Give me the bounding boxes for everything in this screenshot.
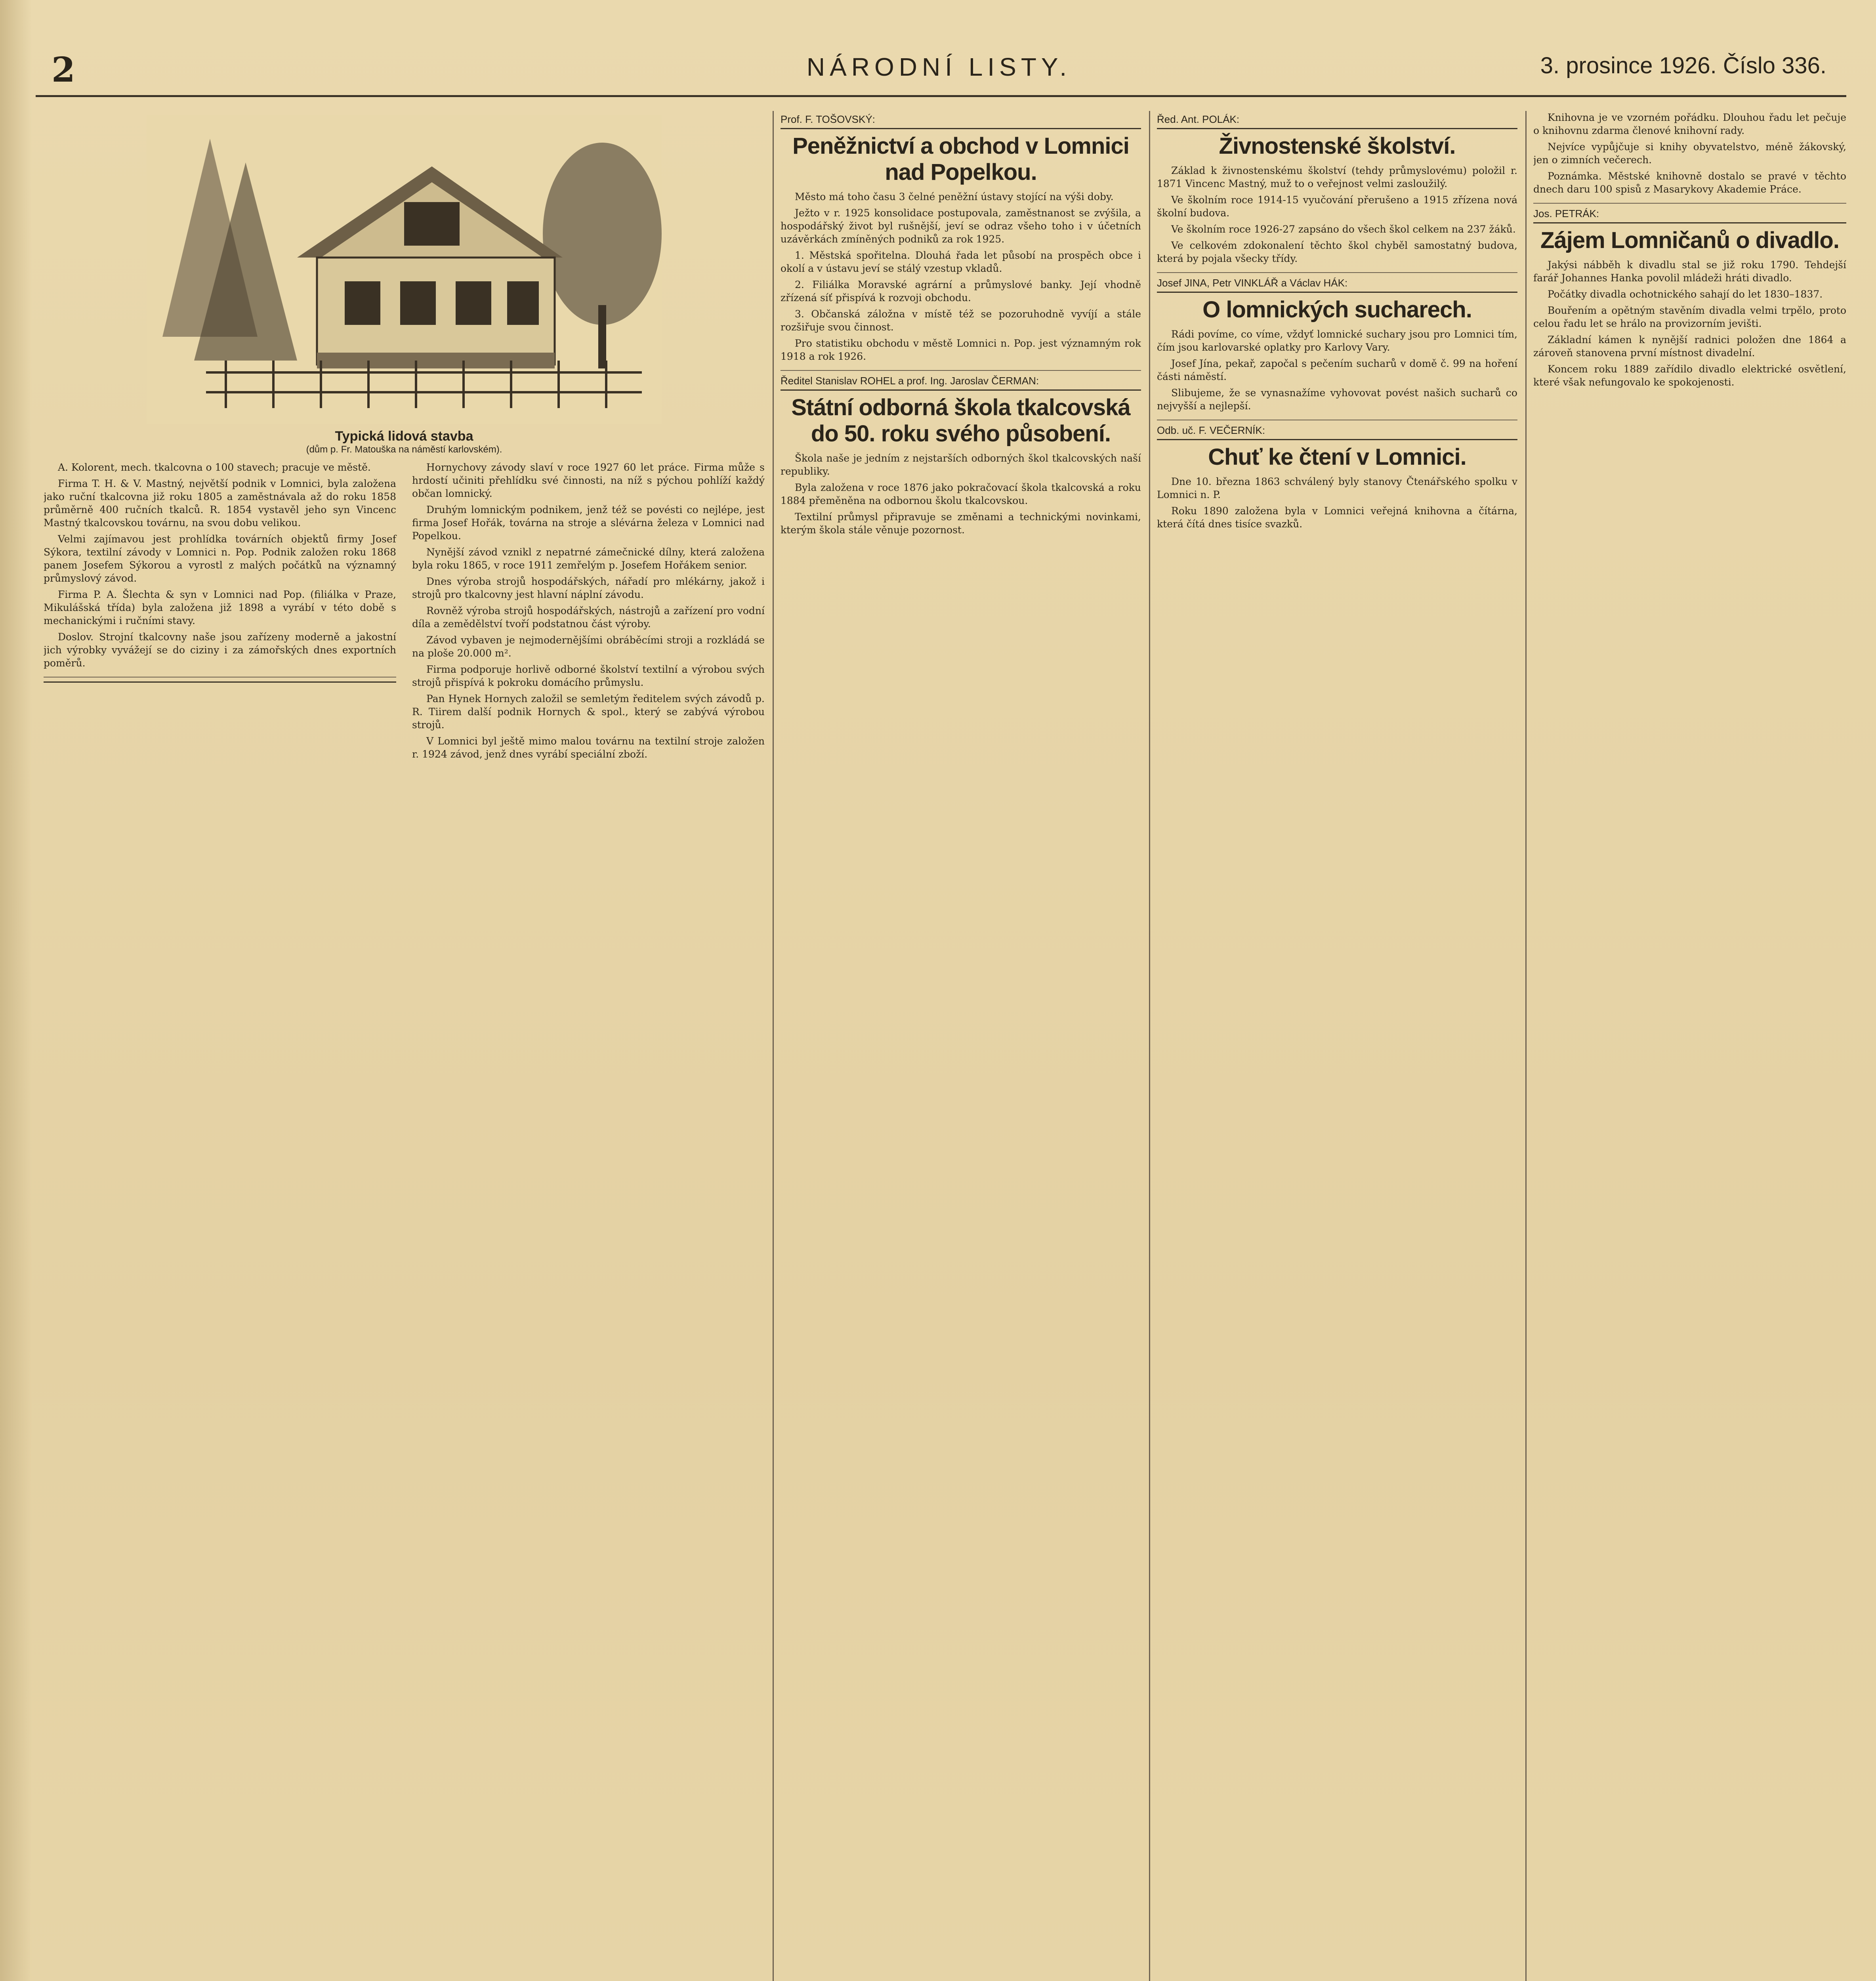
- article-paragraph: Pan Hynek Hornych založil se semletým ředitelem svých závodů p. R. Tiirem další podnik Hornych & spol., který se zabývá výrobou strojů.: [412, 693, 765, 731]
- column-divider: [773, 111, 774, 1981]
- article-paragraph: Město má toho času 3 čelné peněžní ústavy stojící na výši doby.: [795, 191, 1114, 202]
- article-paragraph: Textilní průmysl připravuje se změnami a technickými novinkami, kterým škola stále věnuje pozornost.: [781, 511, 1141, 536]
- article-paragraph: Základ k živnostenskému školství (tehdy průmyslovému) položil r. 1871 Vincenc Mastný, muž to o veřejnost velmi zasloužilý.: [1157, 165, 1517, 189]
- illustration-credit: (dům p. Fr. Matouška na náměstí karlovském).: [306, 444, 502, 455]
- article-paragraph: 3. Občanská záložna v místě též se pozoruhodně vyvíjí a stále rozšiřuje svou činnost.: [781, 308, 1141, 333]
- article-paragraph: Slibujeme, že se vynasnažíme vyhovovat povést našich sucharů co nejvyšší a nejlepší.: [1157, 387, 1517, 412]
- article-paragraph: Škola naše je jedním z nejstarších odborných škol tkalcovských naší republiky.: [781, 452, 1141, 477]
- article-paragraph: Rádi povíme, co víme, vždyť lomnické suchary jsou pro Lomnici tím, čím jsou karlovarské oplatky pro Karlovy Vary.: [1157, 328, 1517, 353]
- article-paragraph: A. Kolorent, mech. tkalcovna o 100 stavech; pracuje ve městě.: [58, 462, 371, 473]
- column-divider: [1149, 111, 1150, 1981]
- header-rule: [36, 95, 1846, 97]
- article-byline: Řed. Ant. POLÁK:: [1157, 113, 1240, 125]
- article-paragraph: Základní kámen k nynější radnici položen dne 1864 a zároveň stanovena první místnost divadelní.: [1533, 334, 1846, 359]
- article-paragraph: Doslov. Strojní tkalcovny naše jsou zařízeny moderně a jakostní jich výrobky vyvážejí se do ciziny i za zámořských dnes exportních poměrů.: [44, 631, 396, 669]
- page-number: 2: [52, 50, 75, 90]
- page-header: [36, 48, 1842, 91]
- article-paragraph: Firma P. A. Šlechta & syn v Lomnici nad Pop. (filiálka v Praze, Mikulášská třída) byla založena již 1898 a vyrábí v této době s mechanickými i ručními stavy.: [44, 589, 396, 626]
- article-paragraph: Ve školním roce 1926-27 zapsáno do všech škol celkem na 237 žáků.: [1171, 223, 1516, 235]
- article-headline: O lomnických sucharech.: [1202, 297, 1472, 323]
- article-paragraph: 1. Městská spořitelna. Dlouhá řada let působí na prospěch obce i okolí a v ústavu jeví se stálý vzestup vkladů.: [781, 250, 1141, 274]
- article-paragraph: Ve školním roce 1914-15 vyučování přerušeno a 1915 zřízena nová školní budova.: [1157, 194, 1517, 219]
- article-byline: Josef JINA, Petr VINKLÁŘ a Václav HÁK:: [1157, 277, 1348, 289]
- article-paragraph: Pro statistiku obchodu v městě Lomnici n. Pop. jest významným rok 1918 a rok 1926.: [781, 338, 1141, 362]
- page-edge-stain: [0, 0, 32, 1981]
- article-paragraph: Závod vybaven je nejmodernějšími obráběcími stroji a rozkládá se na ploše 20.000 m².: [412, 634, 765, 659]
- headline-rule: [1157, 128, 1517, 129]
- article-paragraph: Dnes výroba strojů hospodářských, nářadí pro mlékárny, jakož i strojů pro tkalcovny jest hlavní náplní závodu.: [412, 576, 765, 600]
- column-d: [1157, 111, 1517, 1981]
- article-headline: Chuť ke čtení v Lomnici.: [1208, 444, 1466, 470]
- article-separator: [1533, 203, 1846, 204]
- article-paragraph: Počátky divadla ochotnického sahají do let 1830–1837.: [1548, 288, 1823, 300]
- article-paragraph: Poznámka. Městské knihovně dostalo se pravé v těchto dnech daru 100 spisů z Masarykovy Akademie Práce.: [1533, 170, 1846, 195]
- article-byline: Prof. F. TOŠOVSKÝ:: [781, 113, 875, 125]
- article-separator: [44, 677, 396, 678]
- column-c: [781, 111, 1141, 1981]
- folk-house-illustration: [147, 115, 662, 424]
- article-paragraph: Ve celkovém zdokonalení těchto škol chyběl samostatný budova, která by pojala všecky třídy.: [1157, 240, 1517, 264]
- article-paragraph: Velmi zajímavou jest prohlídka továrních objektů firmy Josef Sýkora, textilní závody v Lomnici n. Pop. Podnik založen roku 1868 panem Josefem Sýkorou a vyrostl z malých počátků na významný průmyslový závod.: [44, 533, 396, 584]
- article-paragraph: Firma podporuje horlivě odborné školství textilní a výrobou svých strojů přispívá k pokroku domácího průmyslu.: [412, 664, 765, 688]
- dateline: 3. prosince 1926. Číslo 336.: [1540, 53, 1826, 78]
- column-e: [1533, 111, 1846, 1981]
- column-a: [44, 461, 396, 764]
- article-paragraph: 2. Filiálka Moravské agrární a průmyslové banky. Její vhodně zřízená síť přispívá k rozvoji obchodu.: [781, 279, 1141, 303]
- article-byline: Jos. PETRÁK:: [1533, 208, 1599, 219]
- article-paragraph: Josef Jína, pekař, započal s pečením sucharů v domě č. 99 na hoření části náměstí.: [1157, 358, 1517, 382]
- article-separator: [1157, 272, 1517, 273]
- headline-rule: [1157, 292, 1517, 293]
- article-paragraph: Roku 1890 založena byla v Lomnici veřejná knihovna a čítárna, která čítá dnes tisíce svazků.: [1157, 505, 1517, 530]
- article-paragraph: Knihovna je ve vzorném pořádku. Dlouhou řadu let pečuje o knihovnu zdarma členové knihovní rady.: [1533, 112, 1846, 136]
- article-paragraph: V Lomnici byl ještě mimo malou továrnu na textilní stroje založen r. 1924 závod, jenž dnes vyrábí speciální zboží.: [412, 735, 765, 760]
- article-headline: Zájem Lomničanů o divadlo.: [1540, 227, 1839, 253]
- article-paragraph: Firma T. H. & V. Mastný, největší podnik v Lomnici, byla založena jako ruční tkalcovna již roku 1805 a zaměstnávala až do roku 1858 průměrně 400 ručních tkalců. R. 1854 vystavěl jeho syn Vincenc Mastný tkalcovskou továrnu, na svou dobu velikou.: [44, 478, 396, 529]
- article-paragraph: Byla založena v roce 1876 jako pokračovací škola tkalcovská a roku 1884 přeměněna na odbornou školu tkalcovskou.: [781, 482, 1141, 506]
- article-paragraph: Jakýsi nábběh k divadlu stal se již roku 1790. Tehdejší farář Johannes Hanka povolil mládeži hráti divadlo.: [1533, 259, 1846, 284]
- headline-rule: [781, 389, 1141, 391]
- article-paragraph: Bouřením a opětným stavěním divadla velmi trpělo, proto celou řadu let se hrálo na provizorním jevišti.: [1533, 305, 1846, 329]
- article-paragraph: Nynější závod vznikl z nepatrné zámečnické dílny, která založena byla roku 1865, v roce 1911 zemřelým p. Josefem Hořákem senior.: [412, 546, 765, 571]
- article-byline: Ředitel Stanislav ROHEL a prof. Ing. Jaroslav ČERMAN:: [781, 375, 1039, 387]
- headline-rule: [1533, 222, 1846, 223]
- left-two-columns: [44, 461, 765, 764]
- column-divider: [1525, 111, 1527, 1981]
- article-separator: [781, 370, 1141, 371]
- article-paragraph: Ježto v r. 1925 konsolidace postupovala, zaměstnanost se zvýšila, a hospodářský život byl rušnější, jeví se odraz všeho toho i v účetních uzávěrkách zmíněných podniků za rok 1925.: [781, 207, 1141, 245]
- article-paragraph: Hornychovy závody slaví v roce 1927 60 let práce. Firma může s hrdostí učiniti přehlídku své činnosti, na níž s pýchou pohlíží každý občan lomnický.: [412, 462, 765, 499]
- article-headline: Peněžnictví a obchod v Lomnici nad Popelkou.: [792, 133, 1129, 185]
- article-paragraph: Dne 10. března 1863 schválený byly stanovy Čtenářského spolku v Lomnici n. P.: [1157, 476, 1517, 500]
- headline-rule: [781, 128, 1141, 129]
- masthead-title: NÁRODNÍ LISTY.: [806, 53, 1072, 81]
- article-paragraph: Druhým lomnickým podnikem, jenž též se povésti co nejlépe, jest firma Josef Hořák, továrna na stroje a slévárna železa v Lomnici nad Popelkou.: [412, 504, 765, 542]
- article-paragraph: Rovněž výroba strojů hospodářských, nástrojů a zařízení pro vodní díla a zemědělství tvoří podstatnou část výroby.: [412, 605, 765, 630]
- article-byline: Odb. uč. F. VEČERNÍK:: [1157, 424, 1265, 436]
- article-paragraph: Nejvíce vypůjčuje si knihy obyvatelstvo, méně žákovský, jen o zimních večerech.: [1533, 141, 1846, 166]
- illustration-caption: Typická lidová stavba: [335, 429, 473, 444]
- article-paragraph: Koncem roku 1889 zařídilo divadlo elektrické osvětlení, které však nefungovalo ke spokojenosti.: [1533, 363, 1846, 388]
- headline-rule: [44, 681, 396, 683]
- column-b: [412, 461, 765, 764]
- headline-rule: [1157, 439, 1517, 440]
- article-headline: Státní odborná škola tkalcovská do 50. roku svého působení.: [791, 395, 1130, 447]
- article-headline: Živnostenské školství.: [1219, 133, 1456, 159]
- left-section: [44, 111, 765, 1981]
